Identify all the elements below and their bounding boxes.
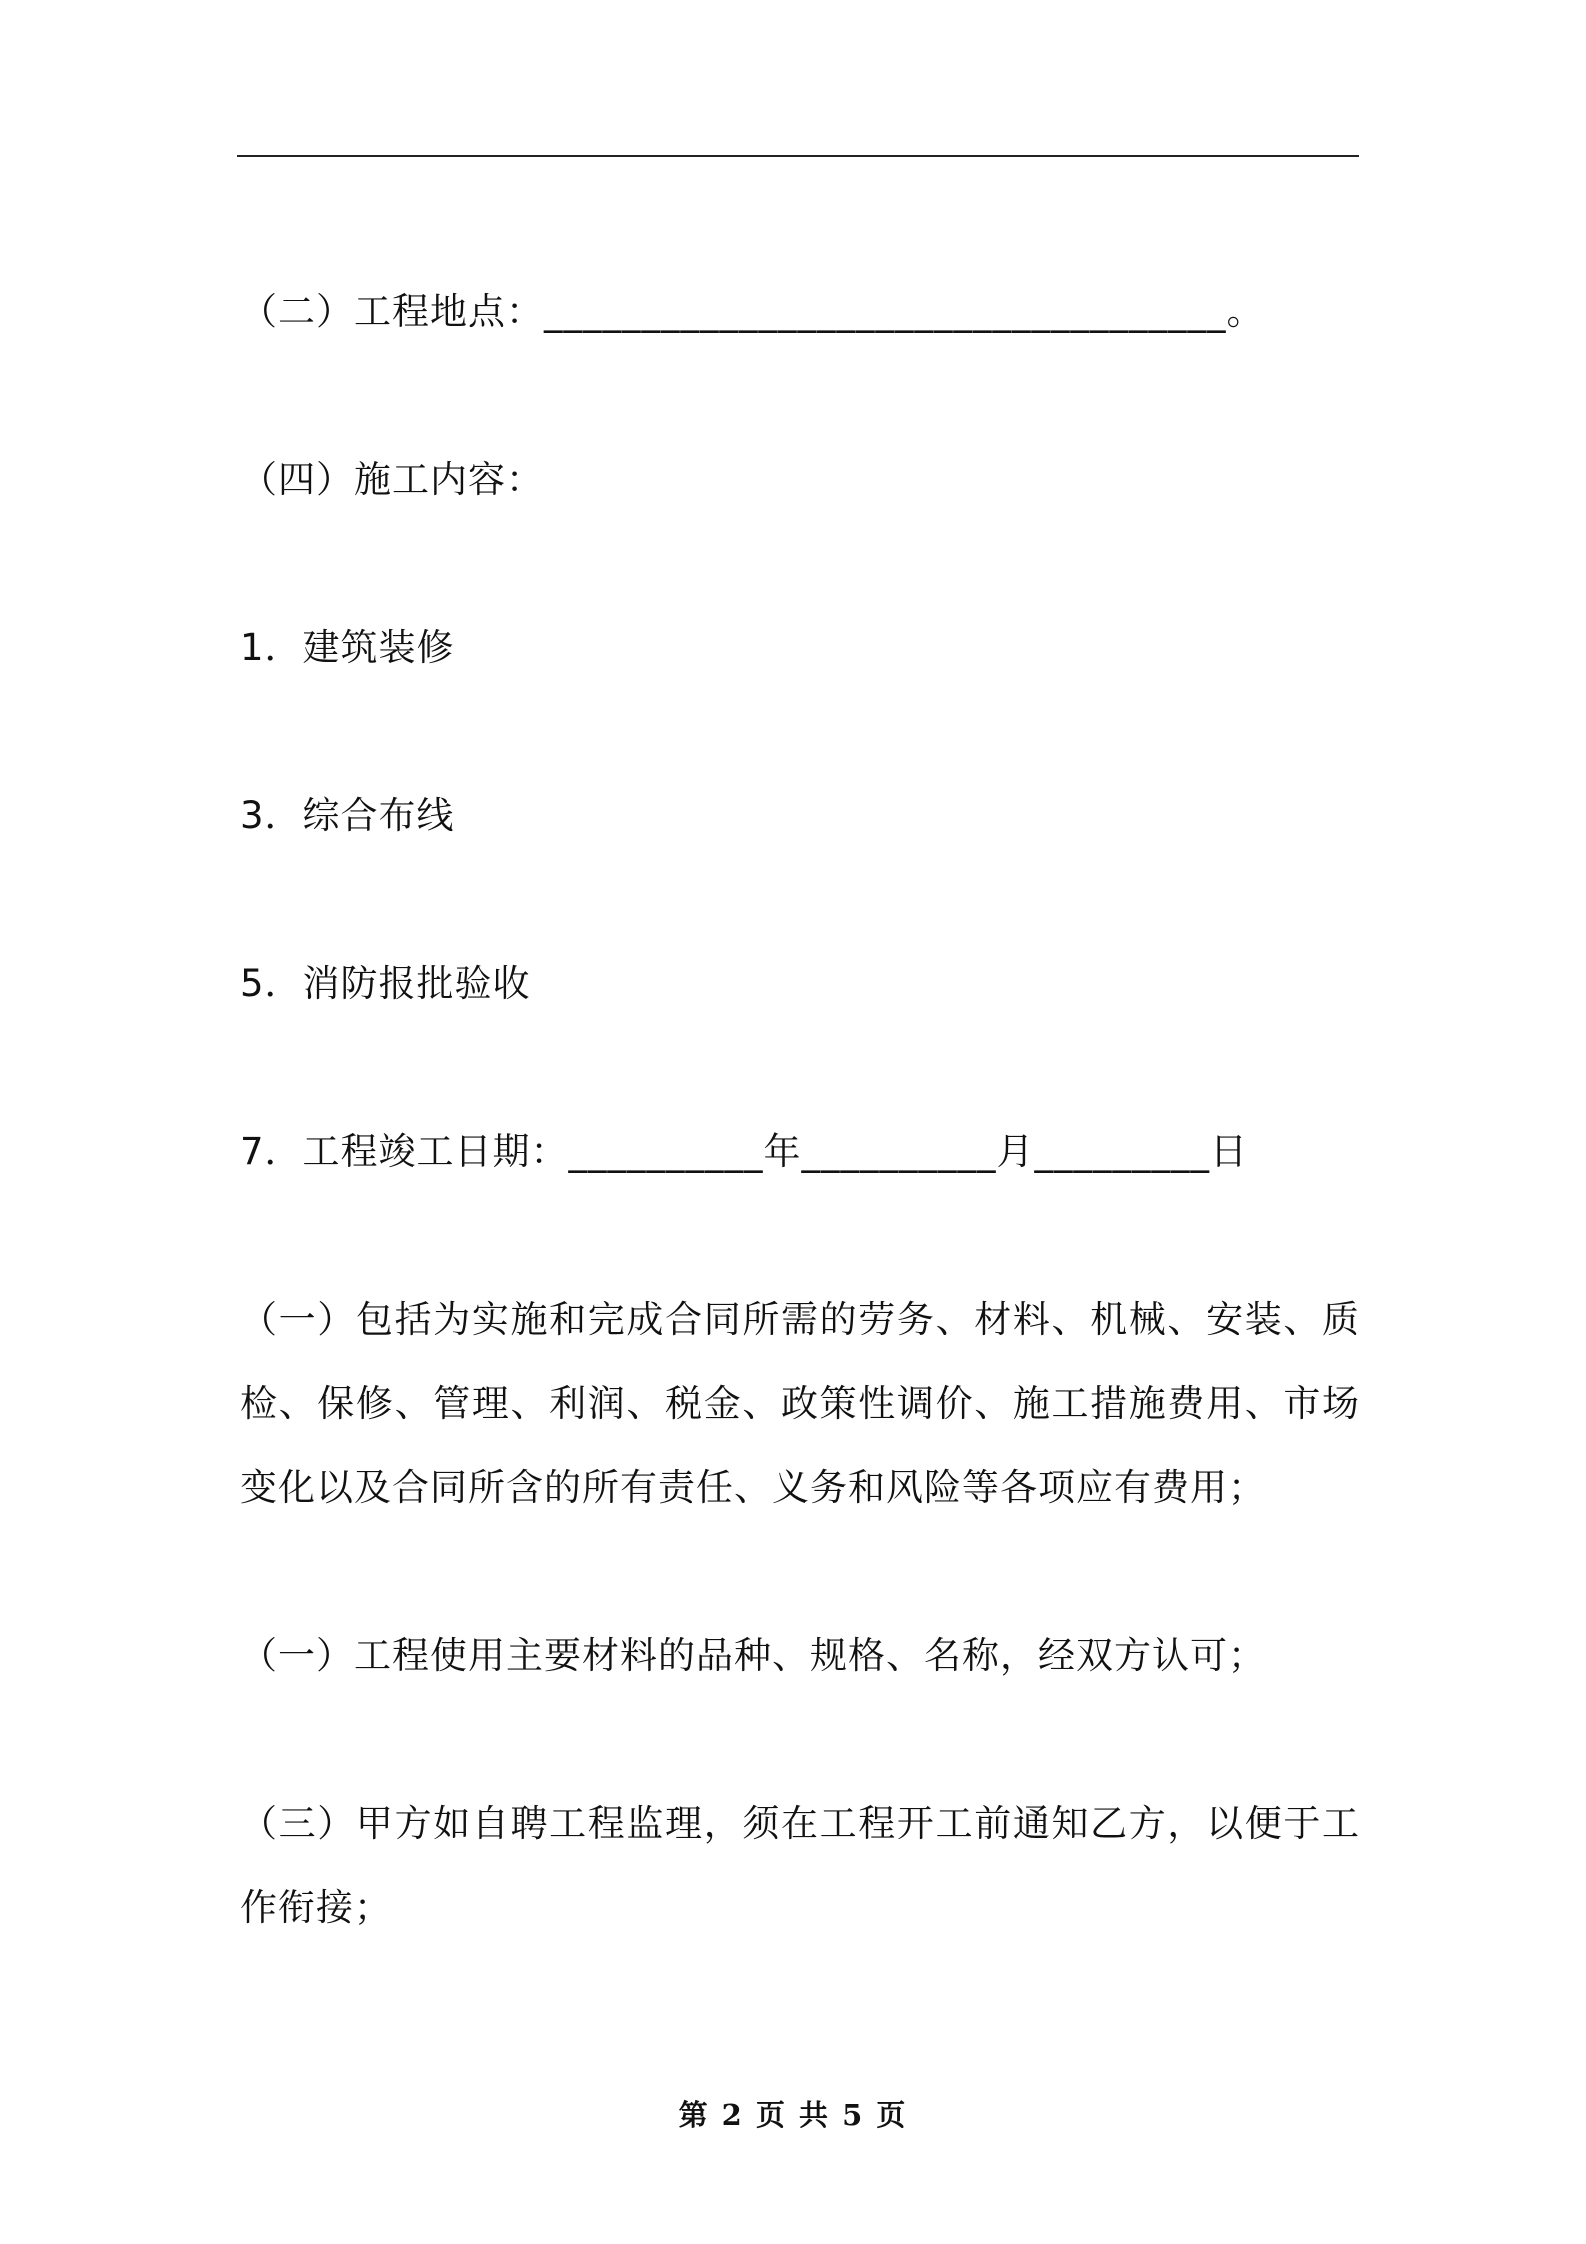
list-item-decoration: 1．建筑装修	[240, 626, 455, 669]
page-number: 第 2 页 共 5 页	[678, 2098, 908, 2132]
paragraph-materials: （一）工程使用主要材料的品种、规格、名称，经双方认可；	[240, 1634, 1266, 1677]
paragraph-supervision: （三）甲方如自聘工程监理，须在工程开工前通知乙方，以便于工作衔接；	[240, 1802, 1360, 1929]
header-rule	[237, 155, 1359, 157]
list-item-cabling: 3．综合布线	[240, 794, 455, 837]
list-item-completion-date: 7．工程竣工日期：__________年__________月_________日	[240, 1130, 1249, 1173]
list-item-fire-approval: 5．消防报批验收	[240, 962, 531, 1005]
clause-construction-content-heading: （四）施工内容：	[240, 458, 544, 501]
clause-project-site: （二）工程地点：___________________________________。	[240, 290, 1265, 333]
paragraph-price-scope: （一）包括为实施和完成合同所需的劳务、材料、机械、安装、质检、保修、管理、利润、税金、政策性调价、施工措施费用、市场变化以及合同所含的所有责任、义务和风险等各项应有费用；	[240, 1298, 1360, 1509]
